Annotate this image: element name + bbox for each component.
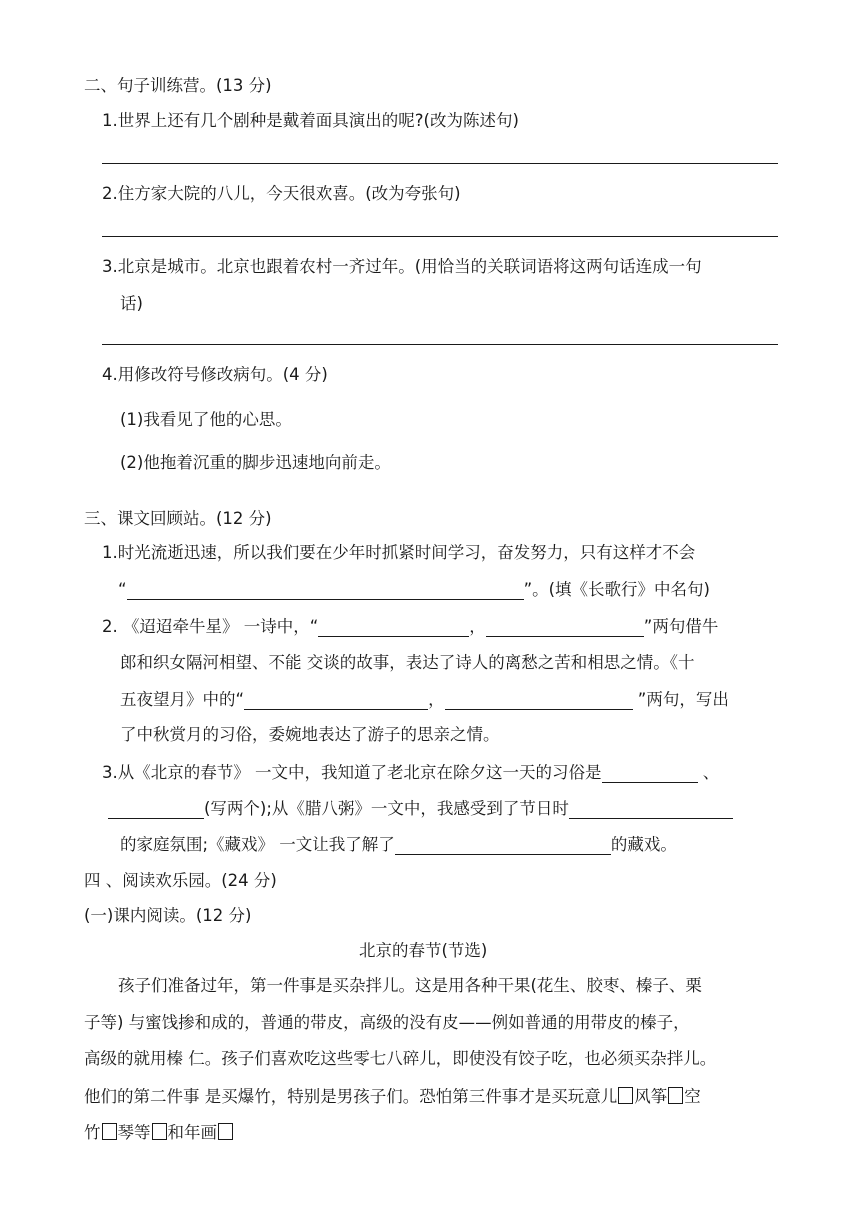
punctuation-box[interactable] — [102, 1123, 117, 1140]
answer-line[interactable] — [102, 344, 778, 345]
passage-line — [84, 1087, 701, 1106]
answer-line[interactable] — [102, 163, 778, 164]
text: 风筝 — [634, 1087, 668, 1106]
punctuation-box[interactable] — [618, 1087, 633, 1104]
section-2-heading: 二、句子训练营。(13 分) — [84, 76, 272, 95]
answer-line[interactable] — [102, 236, 778, 237]
question-3-3-line2 — [108, 800, 733, 819]
question-2-2: 2.住方家大院的八儿，今天很欢喜。(改为夸张句) — [102, 184, 461, 203]
question-3-2-line3 — [120, 691, 729, 710]
fill-blank[interactable] — [395, 836, 611, 855]
passage-line: 孩子们准备过年，第一件事是买杂拌儿。这是用各种干果(花生、胶枣、榛子、栗 — [118, 976, 702, 995]
text: ， — [469, 617, 486, 636]
fill-blank[interactable] — [569, 800, 733, 819]
question-3-3-line3 — [120, 836, 677, 855]
subsection-heading: (一)课内阅读。(12 分) — [84, 906, 252, 925]
section-4-heading: 四 、阅读欢乐园。(24 分) — [84, 871, 277, 890]
question-3-2-line4: 了中秋赏月的习俗，委婉地表达了游子的思亲之情。 — [120, 725, 500, 744]
fill-blank[interactable] — [318, 618, 469, 637]
passage-line: 高级的就用榛 仁。孩子们喜欢吃这些零七八碎儿，即使没有饺子吃，也必须买杂拌儿。 — [84, 1049, 717, 1068]
text: 和年画 — [167, 1123, 217, 1142]
text: 五夜望月》中的“ — [120, 690, 245, 709]
passage-line: 子等) 与蜜饯掺和成的，普通的带皮，高级的没有皮——例如普通的用带皮的榛子， — [84, 1013, 690, 1032]
text: 的藏戏。 — [610, 835, 677, 854]
fill-blank[interactable] — [244, 691, 428, 710]
fill-blank[interactable] — [108, 800, 204, 819]
passage-title: 北京的春节(节选) — [359, 941, 488, 960]
punctuation-box[interactable] — [218, 1123, 233, 1140]
punctuation-box[interactable] — [152, 1123, 167, 1140]
question-2-3-line1: 3.北京是城市。北京也跟着农村一齐过年。(用恰当的关联词语将这两句话连成一句 — [102, 257, 702, 276]
question-3-3-line1 — [102, 764, 719, 783]
text: 琴等 — [117, 1123, 151, 1142]
text: ， — [428, 690, 445, 709]
quote-close-hint: ”。(填《长歌行》中名句) — [523, 580, 710, 599]
question-3-1-line1: 1.时光流逝迅速，所以我们要在少年时抓紧时间学习，奋发努力，只有这样才不会 — [102, 543, 696, 562]
section-3-heading: 三、课文回顾站。(12 分) — [84, 509, 272, 528]
question-2-1: 1.世界上还有几个剧种是戴着面具演出的呢?(改为陈述句) — [102, 111, 519, 130]
text: 、 — [697, 763, 720, 782]
fill-blank[interactable] — [445, 691, 633, 710]
text: 的家庭氛围;《藏戏》 一文让我了解了 — [120, 835, 395, 854]
question-2-3-line2: 话) — [120, 294, 143, 313]
passage-line — [84, 1123, 234, 1142]
text: ”两句，写出 — [632, 690, 729, 709]
punctuation-box[interactable] — [668, 1087, 683, 1104]
text: 3.从《北京的春节》 一文中，我知道了老北京在除夕这一天的习俗是 — [102, 763, 602, 782]
text: 2. 《迢迢牵牛星》 一诗中，“ — [102, 617, 319, 636]
question-3-1-line2 — [118, 581, 710, 600]
fill-blank[interactable] — [127, 581, 524, 600]
text: ”两句借牛 — [643, 617, 719, 636]
question-2-4: 4.用修改符号修改病句。(4 分) — [102, 365, 328, 384]
question-3-2-line1 — [102, 618, 718, 637]
fill-blank[interactable] — [486, 618, 644, 637]
text: (写两个);从《腊八粥》一文中，我感受到了节日时 — [204, 799, 569, 818]
question-3-2-line2: 郎和织女隔河相望、不能 交谈的故事，表达了诗人的离愁之苦和相思之情。《十 — [120, 653, 695, 672]
question-2-4-item1: (1)我看见了他的心思。 — [120, 410, 292, 429]
fill-blank[interactable] — [602, 764, 698, 783]
text: 他们的第二件事 是买爆竹，特别是男孩子们。恐怕第三件事才是买玩意儿 — [84, 1087, 618, 1106]
text: 竹 — [84, 1123, 101, 1142]
question-2-4-item2: (2)他拖着沉重的脚步迅速地向前走。 — [120, 453, 391, 472]
quote-open: “ — [118, 580, 127, 599]
text: 空 — [684, 1087, 701, 1106]
